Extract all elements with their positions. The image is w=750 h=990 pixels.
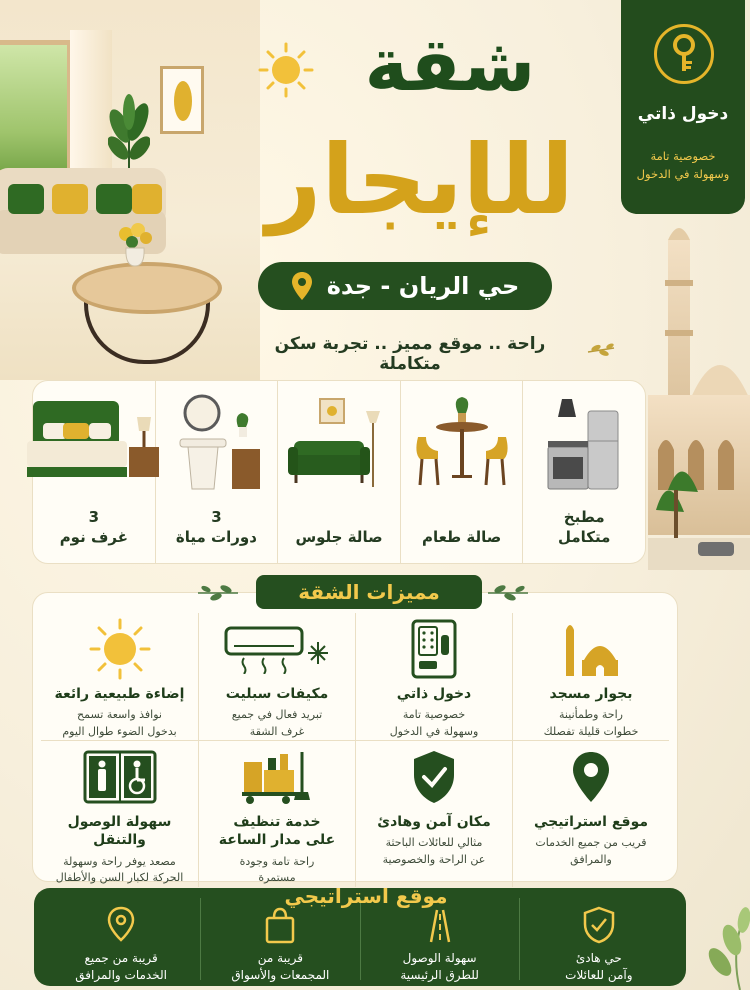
feature-cleaning-line2: مستمرة (258, 871, 296, 885)
bottom-services-line1: قريبة من جميع (84, 951, 158, 965)
sun-icon (88, 617, 152, 681)
sofa-icon (284, 393, 394, 493)
feature-accessibility-title: سهولة الوصول والتنقل (67, 814, 172, 849)
feature-self-entry-line2: وسهولة في الدخول (389, 724, 479, 738)
smart-lock-icon (407, 617, 461, 681)
location-text: حي الريان - جدة (326, 272, 520, 300)
feature-mosque-line1: راحة وطمأنينة (559, 708, 623, 722)
feature-location-line2: والمرافق (570, 852, 612, 866)
room-living-line2: صالة جلوس (295, 527, 383, 546)
feature-light-line2: بدخول الضوء طوال اليوم (62, 724, 177, 738)
self-entry-line1: خصوصية تامة (650, 149, 716, 163)
room-item-kitchen (522, 381, 645, 563)
location-pin-icon (104, 906, 138, 944)
room-bathroom-line2: دورات مياة (175, 527, 257, 546)
feature-self-entry-title: دخول ذاتي (396, 686, 472, 702)
feature-mosque-title: بجوار مسجد (549, 686, 633, 702)
mosque-illustration (648, 220, 750, 570)
room-kitchen-line1: مطبخ (563, 508, 605, 526)
feature-self-entry (355, 613, 512, 741)
bottom-safe-line1: حي هادئ (575, 951, 622, 965)
feature-location-line1: قريب من جميع الخدمات (535, 836, 647, 850)
page-title: شقة (364, 22, 536, 108)
room-item-living (277, 381, 400, 563)
room-dining-line2: صالة طعام (421, 527, 502, 546)
room-bathroom-line1: 3 (211, 508, 222, 526)
window-illustration (0, 40, 72, 175)
leaf-sprig-icon (486, 583, 530, 601)
feature-cleaning-title2: على مدار الساعة (218, 832, 336, 849)
feature-ac-line2: غرف الشقة (249, 724, 305, 738)
living-room-illustration (0, 0, 260, 380)
self-entry-title: دخول ذاتي (637, 104, 729, 124)
shield-check-icon (582, 906, 616, 944)
strategic-location-header: موقع استراتيجي (284, 884, 448, 908)
location-badge (258, 262, 552, 310)
map-pin-icon (571, 750, 611, 804)
key-icon-circle (654, 24, 714, 84)
shield-check-icon (410, 749, 458, 805)
feature-accessibility-line2: الحركة لكبار السن والأطفال (55, 871, 184, 885)
room-bedroom-line2: غرف نوم (59, 527, 128, 546)
bottom-malls-line1: قريبة من (257, 951, 303, 965)
mosque-icon (556, 620, 626, 678)
feature-cleaning-line1: راحة تامة وجودة (239, 854, 315, 868)
feature-accessibility (41, 741, 198, 886)
feature-mosque (512, 613, 669, 741)
bottom-roads-line1: سهولة الوصول (402, 951, 477, 965)
tagline: راحة .. موقع مميز .. تجربة سكن متكاملة (274, 334, 546, 374)
bottom-item-safe (519, 898, 678, 983)
leaf-sprig-icon (196, 583, 240, 601)
feature-mosque-line2: خطوات قليلة تفصلك (543, 724, 639, 738)
leaf-decoration-icon (690, 900, 750, 990)
bottom-malls-line2: المجمعات والأسواق (231, 968, 330, 983)
feature-light-line1: نوافذ واسعة تسمح (77, 708, 162, 722)
cleaning-cart-icon (240, 748, 314, 806)
feature-location-title: موقع استراتيجي (533, 814, 649, 831)
room-item-bathroom (155, 381, 278, 563)
feature-accessibility-line1: مصعد يوفر راحة وسهولة (63, 854, 176, 868)
feature-safe-title: مكان آمن وهادئ (377, 814, 491, 831)
feature-light-title: إضاءة طبيعية رائعة (54, 686, 185, 702)
features-header: مميزات الشقة (256, 575, 482, 609)
feature-cleaning-title: خدمة تنظيف (233, 814, 321, 831)
bottom-item-services (42, 898, 200, 983)
feature-safe (355, 741, 512, 886)
air-conditioner-icon (222, 624, 332, 674)
flower-vase-illustration (112, 222, 158, 268)
room-kitchen-line2: متكامل (557, 527, 611, 546)
wall-art-illustration (160, 66, 204, 134)
bed-icon (21, 393, 167, 493)
bathroom-icon (166, 393, 266, 493)
kitchen-icon (542, 393, 626, 493)
feature-ac-title: مكيفات سبليت (225, 686, 329, 702)
feature-ac-line1: تبريد فعال في جميع (231, 708, 323, 722)
leaf-sprig-icon (586, 340, 616, 358)
feature-location (512, 741, 669, 886)
feature-cleaning (198, 741, 355, 886)
feature-safe-line2: عن الراحة والخصوصية (382, 852, 486, 866)
features-card (32, 592, 678, 885)
room-item-dining (400, 381, 523, 563)
bottom-roads-line2: للطرق الرئيسية (400, 968, 479, 983)
room-item-bedroom (33, 381, 155, 563)
feature-light (41, 613, 198, 741)
key-icon (669, 34, 699, 74)
dining-icon (412, 393, 512, 493)
bottom-services-line2: الخدمات والمرافق (75, 968, 167, 983)
elevator-accessibility-icon (83, 750, 157, 804)
sun-icon (256, 40, 316, 100)
self-entry-line2: وسهولة في الدخول (636, 166, 730, 181)
location-pin-icon (291, 271, 313, 301)
page-subtitle: للإيجار (266, 124, 574, 236)
feature-safe-line1: مثالي للعائلات الباحثة (385, 836, 483, 850)
room-bedroom-line1: 3 (88, 508, 100, 526)
rooms-card (32, 380, 646, 564)
self-entry-card (621, 0, 745, 214)
feature-ac (198, 613, 355, 741)
coffee-table-illustration (72, 262, 222, 372)
feature-self-entry-line1: خصوصية تامة (402, 708, 466, 722)
bottom-safe-line2: وآمن للعائلات (565, 968, 633, 983)
